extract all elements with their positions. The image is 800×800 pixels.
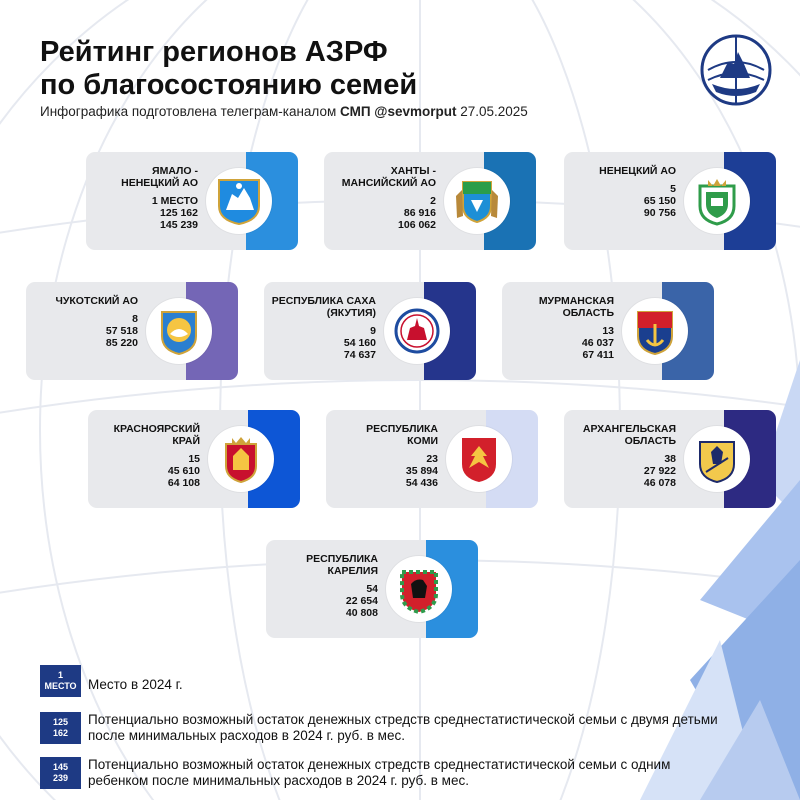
legend-rank-text: Место в 2024 г. bbox=[88, 677, 183, 692]
region-rank: 5 bbox=[670, 183, 676, 195]
card-text bbox=[26, 295, 138, 349]
region-name: КРАСНОЯРСКИЙ КРАЙ bbox=[113, 423, 200, 447]
region-card bbox=[326, 410, 538, 508]
card-text bbox=[564, 423, 676, 489]
region-value-two-children: 27 922 bbox=[643, 465, 676, 477]
region-name: МУРМАНСКАЯ ОБЛАСТЬ bbox=[538, 295, 614, 319]
krasnoyarsk-emblem-icon bbox=[208, 426, 274, 492]
region-rank: 38 bbox=[664, 453, 676, 465]
page-subtitle bbox=[40, 104, 528, 119]
region-value-one-child: 46 078 bbox=[643, 477, 676, 489]
region-rank: 9 bbox=[370, 325, 376, 337]
region-value-two-children: 22 654 bbox=[345, 595, 378, 607]
region-name: РЕСПУБЛИКА САХА (ЯКУТИЯ) bbox=[271, 295, 376, 319]
region-rank: 1 МЕСТО bbox=[151, 195, 198, 207]
legend-badge-line-1: 1 bbox=[57, 670, 63, 680]
card-text bbox=[502, 295, 614, 361]
region-value-two-children: 65 150 bbox=[643, 195, 676, 207]
region-card bbox=[26, 282, 238, 380]
arkhangelsk-emblem-icon bbox=[684, 426, 750, 492]
region-value-two-children: 57 518 bbox=[105, 325, 138, 337]
region-value-one-child: 145 239 bbox=[160, 219, 198, 231]
card-text bbox=[324, 165, 436, 231]
legend-one-child-badge bbox=[40, 757, 81, 789]
region-card bbox=[564, 152, 776, 250]
card-text bbox=[88, 423, 200, 489]
page-title bbox=[40, 36, 600, 102]
region-name: АРХАНГЕЛЬСКАЯ ОБЛАСТЬ bbox=[582, 423, 676, 447]
title-line-2: по благосостоянию семей bbox=[40, 69, 418, 101]
region-value-one-child: 64 108 bbox=[167, 477, 200, 489]
region-value-one-child: 74 637 bbox=[343, 349, 376, 361]
region-value-two-children: 35 894 bbox=[405, 465, 438, 477]
region-card bbox=[88, 410, 300, 508]
region-card bbox=[324, 152, 536, 250]
region-value-one-child: 40 808 bbox=[345, 607, 378, 619]
region-value-one-child: 106 062 bbox=[398, 219, 436, 231]
legend-badge-line-1: 145 bbox=[52, 762, 69, 772]
title-line-1: Рейтинг регионов АЗРФ bbox=[40, 36, 388, 68]
region-rank: 54 bbox=[366, 583, 378, 595]
nenets-emblem-icon bbox=[684, 168, 750, 234]
region-name: РЕСПУБЛИКА КОМИ bbox=[366, 423, 438, 447]
region-card bbox=[266, 540, 478, 638]
region-value-two-children: 45 610 bbox=[167, 465, 200, 477]
komi-emblem-icon bbox=[446, 426, 512, 492]
region-card bbox=[264, 282, 476, 380]
legend-badge-line-2: 239 bbox=[52, 773, 69, 783]
region-card bbox=[502, 282, 714, 380]
card-text bbox=[564, 165, 676, 219]
chukotka-emblem-icon bbox=[146, 298, 212, 364]
region-rank: 13 bbox=[602, 325, 614, 337]
subtitle-channel: СМП @sevmorput bbox=[340, 104, 457, 119]
region-value-two-children: 46 037 bbox=[581, 337, 614, 349]
region-name: РЕСПУБЛИКА КАРЕЛИЯ bbox=[306, 553, 378, 577]
legend-badge-line-2: МЕСТО bbox=[44, 681, 77, 691]
sevmorput-logo-icon bbox=[700, 34, 772, 106]
card-text bbox=[266, 553, 378, 619]
legend-two-children-badge bbox=[40, 712, 81, 744]
region-rank: 2 bbox=[430, 195, 436, 207]
region-value-two-children: 125 162 bbox=[160, 207, 198, 219]
region-rank: 23 bbox=[426, 453, 438, 465]
legend-rank-badge bbox=[40, 665, 81, 697]
region-card bbox=[86, 152, 298, 250]
subtitle-prefix: Инфографика подготовлена телеграм-каналом bbox=[40, 104, 337, 119]
region-value-two-children: 54 160 bbox=[343, 337, 376, 349]
region-rank: 8 bbox=[132, 313, 138, 325]
khanty-mansi-emblem-icon bbox=[444, 168, 510, 234]
region-name: ЧУКОТСКИЙ АО bbox=[55, 295, 138, 307]
murmansk-emblem-icon bbox=[622, 298, 688, 364]
legend-badge-line-1: 125 bbox=[52, 717, 69, 727]
region-card bbox=[564, 410, 776, 508]
region-value-one-child: 67 411 bbox=[582, 349, 614, 361]
subtitle-date: 27.05.2025 bbox=[460, 104, 528, 119]
legend-badge-line-2: 162 bbox=[52, 728, 69, 738]
region-value-one-child: 54 436 bbox=[405, 477, 438, 489]
region-value-two-children: 86 916 bbox=[403, 207, 436, 219]
region-name: НЕНЕЦКИЙ АО bbox=[599, 165, 676, 177]
region-name: ЯМАЛО - НЕНЕЦКИЙ АО bbox=[121, 165, 198, 189]
card-text bbox=[326, 423, 438, 489]
card-text bbox=[264, 295, 376, 361]
legend-two-children-text: Потенциально возможный остаток денежных стредств среднестатистической семьи с двумя детьми после минимальных расходов в 2024 г. руб. в мес. bbox=[88, 712, 718, 743]
legend-one-child-text: Потенциально возможный остаток денежных стредств среднестатистической семьи с одним ребенком после минимальных расходов в 2024 г. руб. в мес. bbox=[88, 757, 671, 788]
region-value-one-child: 90 756 bbox=[643, 207, 676, 219]
region-rank: 15 bbox=[188, 453, 200, 465]
yamal-emblem-icon bbox=[206, 168, 272, 234]
card-text bbox=[86, 165, 198, 231]
sakha-emblem-icon bbox=[384, 298, 450, 364]
karelia-emblem-icon bbox=[386, 556, 452, 622]
region-name: ХАНТЫ - МАНСИЙСКИЙ АО bbox=[341, 165, 436, 189]
region-value-one-child: 85 220 bbox=[105, 337, 138, 349]
